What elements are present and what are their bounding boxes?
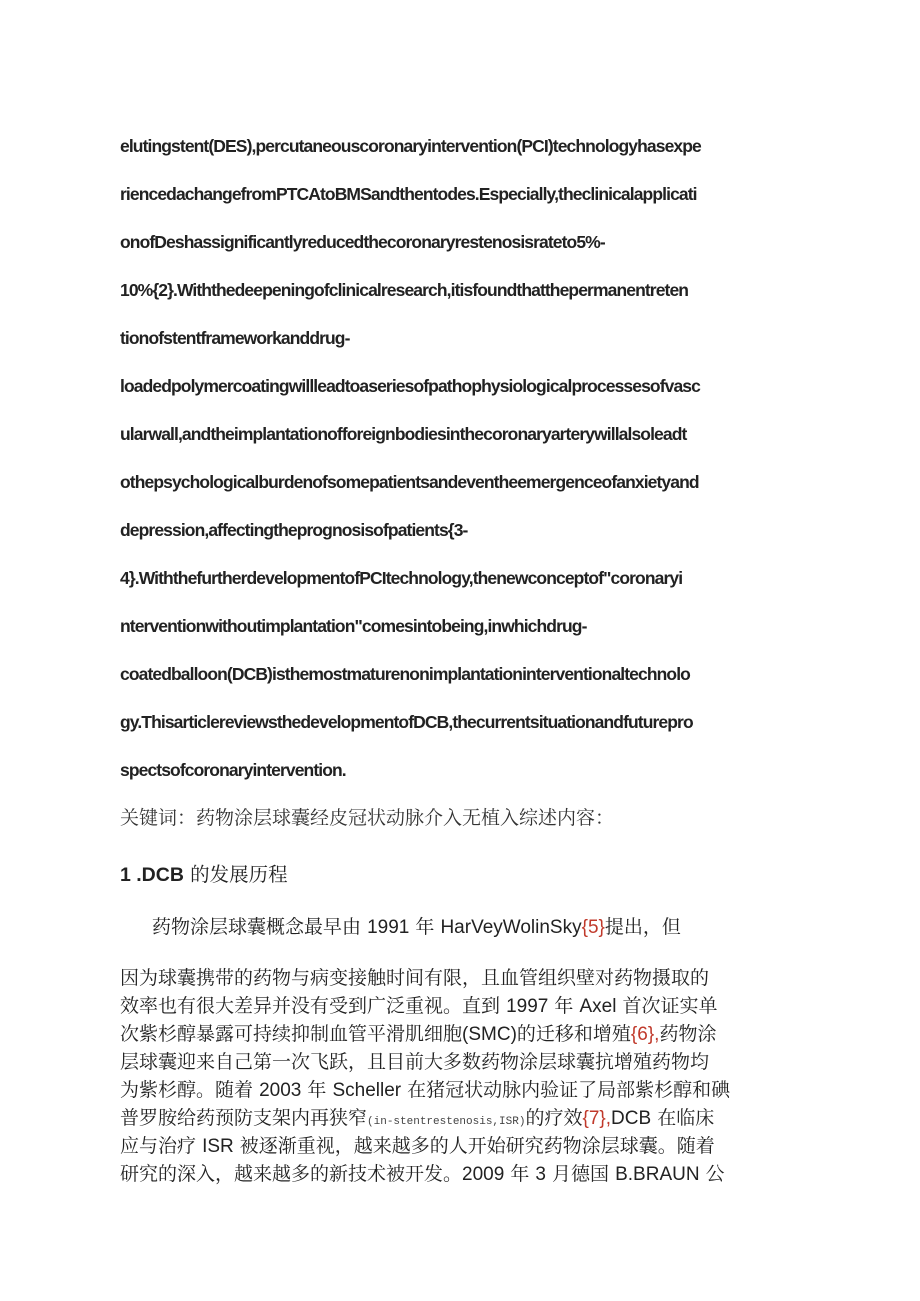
abstract-line: riencedachangefromPTCAtoBMSandthentodes.Especially,theclinicalapplicati	[120, 184, 697, 204]
abstract-line: 10%{2}.Withthedeepeningofclinicalresearch,itisfoundthatthepermanentreten	[120, 280, 689, 300]
abstract-line: othepsychologicalburdenofsomepatientsandeventheemergenceofanxietyand	[120, 472, 699, 492]
abstract-line: 4}.WiththefurtherdevelopmentofPCItechnology,thenewconceptof"coronaryi	[120, 568, 683, 588]
abstract-line: coatedballoon(DCB)isthemostmaturenonimplantationinterventionaltechnolo	[120, 664, 690, 684]
abstract-line: loadedpolymercoatingwillleadtoaseriesofpathophysiologicalprocessesofvasc	[120, 376, 700, 396]
citation-link[interactable]: {5}	[581, 917, 605, 938]
abstract-line: spectsofcoronaryintervention.	[120, 760, 346, 780]
abstract-line: elutingstent(DES),percutaneouscoronaryintervention(PCI)technologyhasexpe	[120, 136, 701, 156]
abstract-line: depression,affectingtheprognosisofpatients{3-	[120, 520, 468, 540]
paragraph-line: 为紫杉醇。随着 2003 年 Scheller 在猪冠状动脉内验证了局部紫杉醇和碘	[120, 1079, 731, 1101]
paragraph-line: 应与治疗 ISR 被逐渐重视，越来越多的人开始研究药物涂层球囊。随着	[120, 1135, 715, 1157]
abstract-line: gy.ThisarticlereviewsthedevelopmentofDCB,thecurrentsituationandfuturepro	[120, 712, 693, 732]
keywords-line: 关键词：药物涂层球囊经皮冠状动脉介入无植入综述内容：	[120, 807, 615, 829]
paragraph-line: 研究的深入，越来越多的新技术被开发。2009 年 3 月德国 B.BRAUN 公	[120, 1163, 725, 1185]
paragraph-line: 次紫杉醇暴露可持续抑制血管平滑肌细胞(SMC)的迁移和增殖{6},药物涂	[120, 1023, 717, 1045]
paragraph-line: 因为球囊携带的药物与病变接触时间有限，且血管组织壁对药物摄取的	[120, 967, 710, 989]
paragraph-line: 药物涂层球囊概念最早由 1991 年 HarVeyWolinSky{5}提出，但	[152, 916, 681, 938]
citation-link[interactable]: {7},	[582, 1108, 612, 1129]
section-number: 1 .DCB	[120, 864, 184, 886]
citation-link[interactable]: {6},	[630, 1024, 660, 1045]
abstract-line: ularwall,andtheimplantationofforeignbodiesinthecoronaryarterywillalsoleadt	[120, 424, 687, 444]
abstract-line: onofDeshassignificantlyreducedthecoronaryrestenosisrateto5%-	[120, 232, 605, 252]
paragraph-line: 效率也有很大差异并没有受到广泛重视。直到 1997 年 Axel 首次证实单	[120, 995, 718, 1017]
abstract-line: nterventionwithoutimplantation"comesintobeing,inwhichdrug-	[120, 616, 587, 636]
paragraph-line: 普罗胺给药预防支架内再狭窄(in-stentrestenosis,ISR)的疗效{7},DCB 在临床	[120, 1107, 715, 1129]
section-title: 的发展历程	[190, 863, 288, 886]
section-heading	[120, 859, 288, 887]
paragraph-line: 层球囊迎来自己第一次飞跃，且目前大多数药物涂层球囊抗增殖药物均	[120, 1051, 710, 1073]
abstract-line: tionofstentframeworkanddrug-	[120, 328, 350, 348]
